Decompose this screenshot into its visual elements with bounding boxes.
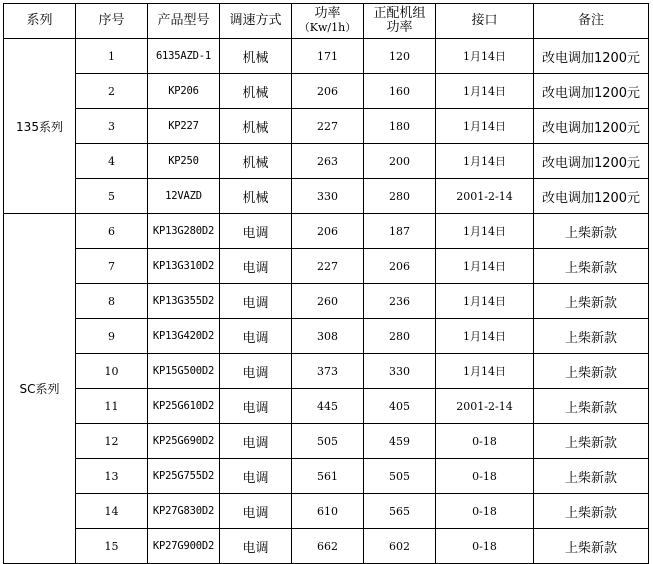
cell-model: KP206 <box>148 74 220 109</box>
cell-speed-mode: 电调 <box>220 494 292 529</box>
cell-no: 2 <box>76 74 148 109</box>
table-row <box>4 39 649 74</box>
header-no: 序号 <box>76 4 148 39</box>
cell-speed-mode: 电调 <box>220 529 292 564</box>
cell-power: 561 <box>292 459 364 494</box>
cell-no: 10 <box>76 354 148 389</box>
series-cell: 135系列 <box>4 39 76 214</box>
cell-power: 263 <box>292 144 364 179</box>
cell-no: 13 <box>76 459 148 494</box>
cell-remark: 上柴新款 <box>534 424 649 459</box>
cell-genset-power: 505 <box>364 459 436 494</box>
cell-speed-mode: 电调 <box>220 249 292 284</box>
cell-model: KP250 <box>148 144 220 179</box>
cell-power: 227 <box>292 109 364 144</box>
cell-genset-power: 602 <box>364 529 436 564</box>
cell-power: 206 <box>292 214 364 249</box>
cell-speed-mode: 机械 <box>220 109 292 144</box>
cell-speed-mode: 电调 <box>220 389 292 424</box>
cell-genset-power: 180 <box>364 109 436 144</box>
cell-model: KP27G900D2 <box>148 529 220 564</box>
cell-no: 11 <box>76 389 148 424</box>
table-row <box>4 144 649 179</box>
cell-remark: 上柴新款 <box>534 389 649 424</box>
cell-genset-power: 280 <box>364 319 436 354</box>
table-row <box>4 494 649 529</box>
header-genset-line1: 正配机组 <box>373 6 426 21</box>
cell-remark: 上柴新款 <box>534 354 649 389</box>
cell-model: KP13G280D2 <box>148 214 220 249</box>
cell-model: KP227 <box>148 109 220 144</box>
cell-interface: 1月14日 <box>436 214 534 249</box>
cell-genset-power: 405 <box>364 389 436 424</box>
cell-genset-power: 206 <box>364 249 436 284</box>
cell-model: KP13G355D2 <box>148 284 220 319</box>
cell-model: KP27G830D2 <box>148 494 220 529</box>
cell-power: 308 <box>292 319 364 354</box>
cell-remark: 改电调加1200元 <box>534 109 649 144</box>
table-row <box>4 319 649 354</box>
cell-remark: 改电调加1200元 <box>534 39 649 74</box>
cell-model: KP15G500D2 <box>148 354 220 389</box>
cell-interface: 1月14日 <box>436 39 534 74</box>
cell-genset-power: 236 <box>364 284 436 319</box>
cell-genset-power: 280 <box>364 179 436 214</box>
engine-spec-table <box>3 3 649 564</box>
table-row <box>4 424 649 459</box>
table-row <box>4 214 649 249</box>
table-row <box>4 354 649 389</box>
table-row <box>4 179 649 214</box>
cell-genset-power: 160 <box>364 74 436 109</box>
table-row <box>4 284 649 319</box>
cell-no: 1 <box>76 39 148 74</box>
cell-interface: 1月14日 <box>436 284 534 319</box>
cell-no: 9 <box>76 319 148 354</box>
header-genset-power <box>364 4 436 39</box>
cell-model: KP25G690D2 <box>148 424 220 459</box>
cell-genset-power: 459 <box>364 424 436 459</box>
table-row <box>4 249 649 284</box>
table-row <box>4 109 649 144</box>
header-series: 系列 <box>4 4 76 39</box>
cell-speed-mode: 机械 <box>220 179 292 214</box>
cell-speed-mode: 电调 <box>220 319 292 354</box>
cell-no: 4 <box>76 144 148 179</box>
cell-interface: 1月14日 <box>436 319 534 354</box>
cell-no: 7 <box>76 249 148 284</box>
cell-no: 5 <box>76 179 148 214</box>
cell-power: 171 <box>292 39 364 74</box>
series-cell: SC系列 <box>4 214 76 564</box>
cell-remark: 改电调加1200元 <box>534 179 649 214</box>
cell-interface: 0-18 <box>436 424 534 459</box>
cell-genset-power: 330 <box>364 354 436 389</box>
cell-no: 8 <box>76 284 148 319</box>
cell-power: 610 <box>292 494 364 529</box>
cell-no: 3 <box>76 109 148 144</box>
cell-no: 6 <box>76 214 148 249</box>
cell-remark: 上柴新款 <box>534 319 649 354</box>
cell-genset-power: 565 <box>364 494 436 529</box>
cell-model: KP13G310D2 <box>148 249 220 284</box>
cell-speed-mode: 电调 <box>220 424 292 459</box>
cell-interface: 1月14日 <box>436 74 534 109</box>
cell-power: 445 <box>292 389 364 424</box>
cell-interface: 1月14日 <box>436 144 534 179</box>
table-body <box>4 39 649 564</box>
header-power-label: 功率 <box>314 6 341 21</box>
cell-no: 12 <box>76 424 148 459</box>
cell-genset-power: 187 <box>364 214 436 249</box>
cell-interface: 2001-2-14 <box>436 179 534 214</box>
cell-remark: 上柴新款 <box>534 459 649 494</box>
cell-speed-mode: 机械 <box>220 74 292 109</box>
header-power <box>292 4 364 39</box>
cell-speed-mode: 电调 <box>220 214 292 249</box>
cell-no: 15 <box>76 529 148 564</box>
cell-genset-power: 120 <box>364 39 436 74</box>
cell-interface: 1月14日 <box>436 109 534 144</box>
cell-interface: 2001-2-14 <box>436 389 534 424</box>
cell-no: 14 <box>76 494 148 529</box>
header-power-unit: （Kw/1h） <box>298 21 357 34</box>
cell-speed-mode: 电调 <box>220 459 292 494</box>
cell-remark: 上柴新款 <box>534 494 649 529</box>
cell-power: 373 <box>292 354 364 389</box>
cell-speed-mode: 机械 <box>220 144 292 179</box>
cell-power: 260 <box>292 284 364 319</box>
cell-power: 330 <box>292 179 364 214</box>
cell-interface: 1月14日 <box>436 354 534 389</box>
cell-power: 206 <box>292 74 364 109</box>
header-row <box>4 4 649 39</box>
cell-speed-mode: 机械 <box>220 39 292 74</box>
header-genset-line2: 功率 <box>386 20 413 35</box>
cell-interface: 1月14日 <box>436 249 534 284</box>
cell-remark: 改电调加1200元 <box>534 74 649 109</box>
header-remark: 备注 <box>534 4 649 39</box>
header-speed-mode: 调速方式 <box>220 4 292 39</box>
cell-interface: 0-18 <box>436 459 534 494</box>
cell-remark: 上柴新款 <box>534 529 649 564</box>
table-row <box>4 389 649 424</box>
cell-model: KP25G755D2 <box>148 459 220 494</box>
cell-remark: 上柴新款 <box>534 214 649 249</box>
cell-model: 6135AZD-1 <box>148 39 220 74</box>
cell-speed-mode: 电调 <box>220 354 292 389</box>
cell-interface: 0-18 <box>436 529 534 564</box>
cell-power: 227 <box>292 249 364 284</box>
cell-speed-mode: 电调 <box>220 284 292 319</box>
cell-genset-power: 200 <box>364 144 436 179</box>
cell-remark: 上柴新款 <box>534 249 649 284</box>
header-model: 产品型号 <box>148 4 220 39</box>
cell-interface: 0-18 <box>436 494 534 529</box>
cell-remark: 改电调加1200元 <box>534 144 649 179</box>
table-row <box>4 74 649 109</box>
cell-model: 12VAZD <box>148 179 220 214</box>
cell-model: KP13G420D2 <box>148 319 220 354</box>
table-row <box>4 529 649 564</box>
cell-power: 505 <box>292 424 364 459</box>
header-interface: 接口 <box>436 4 534 39</box>
table-row <box>4 459 649 494</box>
cell-power: 662 <box>292 529 364 564</box>
cell-model: KP25G610D2 <box>148 389 220 424</box>
cell-remark: 上柴新款 <box>534 284 649 319</box>
